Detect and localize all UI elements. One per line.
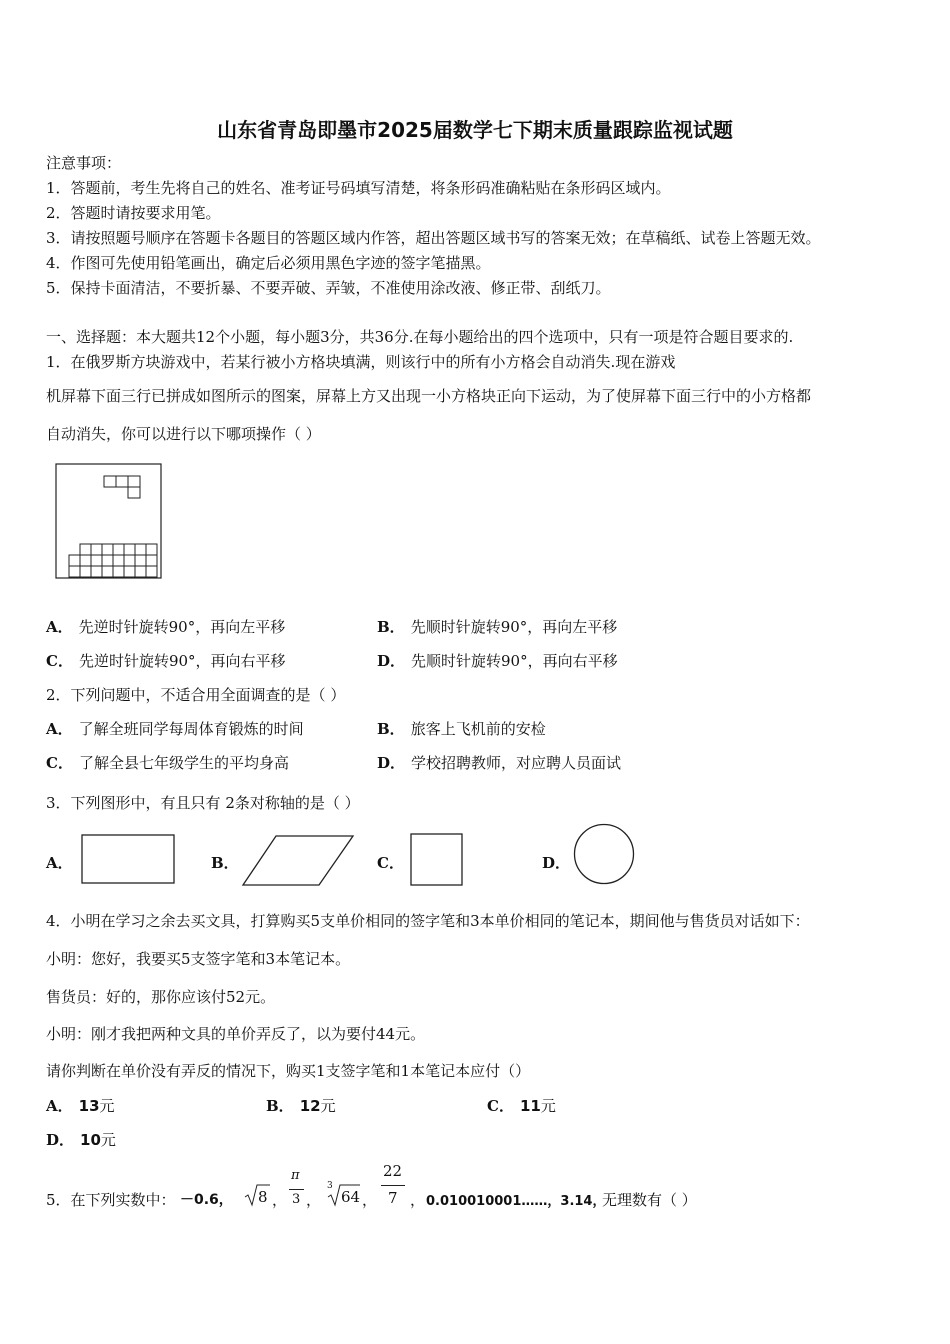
q2-option-d[interactable]: D． 学校招聘教师，对应聘人员面试 xyxy=(377,754,622,772)
circle-shape xyxy=(572,822,636,886)
q4-stem: 4．小明在学习之余去买文具，打算购买5支单价相同的签字笔和3本单价相同的笔记本，期间他与售货员对话如下： xyxy=(46,912,810,930)
rectangle-shape xyxy=(80,833,178,887)
notice-item: 5．保持卡面清洁，不要折暴、不要弄破、弄皱，不准使用涂改液、修正带、刮纸刀。 xyxy=(46,279,611,297)
cube-root-value: 64 xyxy=(341,1188,361,1206)
page-title: 山东省青岛即墨市2025届数学七下期末质量跟踪监视试题 xyxy=(217,118,733,142)
q5-comma: ， xyxy=(362,1191,378,1209)
q1-stem-line2: 机屏幕下面三行已拼成如图所示的图案，屏幕上方又出现一小方格块正向下运动，为了使屏幕下面三行中的小方格都 xyxy=(46,387,812,405)
square-shape xyxy=(409,832,465,888)
q4-dialog-2: 售货员：好的，那你应该付52元。 xyxy=(46,988,276,1006)
q1-option-a[interactable]: A． 先逆时针旋转90°，再向左平移 xyxy=(46,618,286,636)
q2-option-c[interactable]: C． 了解全县七年级学生的平均身高 xyxy=(46,754,289,772)
parallelogram-shape xyxy=(240,833,356,889)
q5-prefix: 5．在下列实数中： xyxy=(46,1191,176,1209)
q1-option-c[interactable]: C． 先逆时针旋转90°，再向右平移 xyxy=(46,652,286,670)
fraction-bar-22-7 xyxy=(381,1185,405,1186)
q3-label-a[interactable]: A． xyxy=(46,854,73,872)
section-heading: 一、选择题：本大题共12个小题，每小题3分，共36分.在每小题给出的四个选项中，只有一项是符合题目要求的. xyxy=(46,328,794,346)
q2-stem: 2．下列问题中，不适合用全面调查的是（ ） xyxy=(46,686,346,704)
fraction-numerator: 22 xyxy=(383,1162,403,1180)
tetris-figure xyxy=(52,460,168,584)
q5-comma: ， xyxy=(272,1191,288,1209)
q4-option-d[interactable]: D． 10元 xyxy=(46,1131,116,1149)
q2-option-b[interactable]: B． 旅客上飞机前的安检 xyxy=(377,720,546,738)
q5-tail: 无理数有（ ） xyxy=(602,1191,697,1209)
fraction-denominator: 7 xyxy=(388,1189,398,1207)
notice-heading: 注意事项： xyxy=(46,154,122,172)
q2-option-a[interactable]: A． 了解全班同学每周体育锻炼的时间 xyxy=(46,720,304,738)
notice-item: 3．请按照题号顺序在答题卡各题目的答题区域内作答，超出答题区域书写的答案无效；在草稿纸、试卷上答题无效。 xyxy=(46,229,821,247)
q4-option-a[interactable]: A． 13元 xyxy=(46,1097,115,1115)
q3-label-c[interactable]: C． xyxy=(377,854,404,872)
q1-option-b[interactable]: B． 先顺时针旋转90°，再向左平移 xyxy=(377,618,618,636)
q3-label-b[interactable]: B． xyxy=(211,854,239,872)
cube-root-index: 3 xyxy=(327,1181,333,1191)
notice-item: 4．作图可先使用铅笔画出，确定后必须用黑色字迹的签字笔描黑。 xyxy=(46,254,491,272)
q5-num-neg06: －0.6， xyxy=(180,1192,233,1208)
q5-decimal-numbers: 0.010010001……，3.14， xyxy=(426,1194,606,1209)
q4-option-c[interactable]: C． 11元 xyxy=(487,1097,556,1115)
q4-option-b[interactable]: B． 12元 xyxy=(266,1097,336,1115)
notice-item: 2．答题时请按要求用笔。 xyxy=(46,204,221,222)
q5-comma: ， xyxy=(306,1191,322,1209)
pi-numerator: π xyxy=(291,1168,300,1183)
q4-dialog-1: 小明：您好，我要买5支签字笔和3本笔记本。 xyxy=(46,950,351,968)
pi-denominator: 3 xyxy=(292,1192,301,1207)
q4-question: 请你判断在单价没有弄反的情况下，购买1支签字笔和1本笔记本应付（） xyxy=(46,1062,531,1080)
notice-item: 1．答题前，考生先将自己的姓名、准考证号码填写清楚，将条形码准确粘贴在条形码区域内。 xyxy=(46,179,671,197)
q4-dialog-3: 小明：刚才我把两种文具的单价弄反了，以为要付44元。 xyxy=(46,1025,426,1043)
q3-label-d[interactable]: D． xyxy=(542,854,571,872)
q1-stem-line1: 1．在俄罗斯方块游戏中，若某行被小方格块填满，则该行中的所有小方格会自动消失.现在游戏 xyxy=(46,353,676,371)
sqrt-8-value: 8 xyxy=(258,1188,268,1206)
q1-option-d[interactable]: D． 先顺时针旋转90°，再向右平移 xyxy=(377,652,618,670)
q5-comma: ， xyxy=(410,1191,426,1209)
q3-stem: 3．下列图形中，有且只有 2条对称轴的是（ ） xyxy=(46,794,360,812)
q1-stem-line3: 自动消失，你可以进行以下哪项操作（ ） xyxy=(46,425,321,443)
fraction-bar-pi xyxy=(289,1189,304,1190)
